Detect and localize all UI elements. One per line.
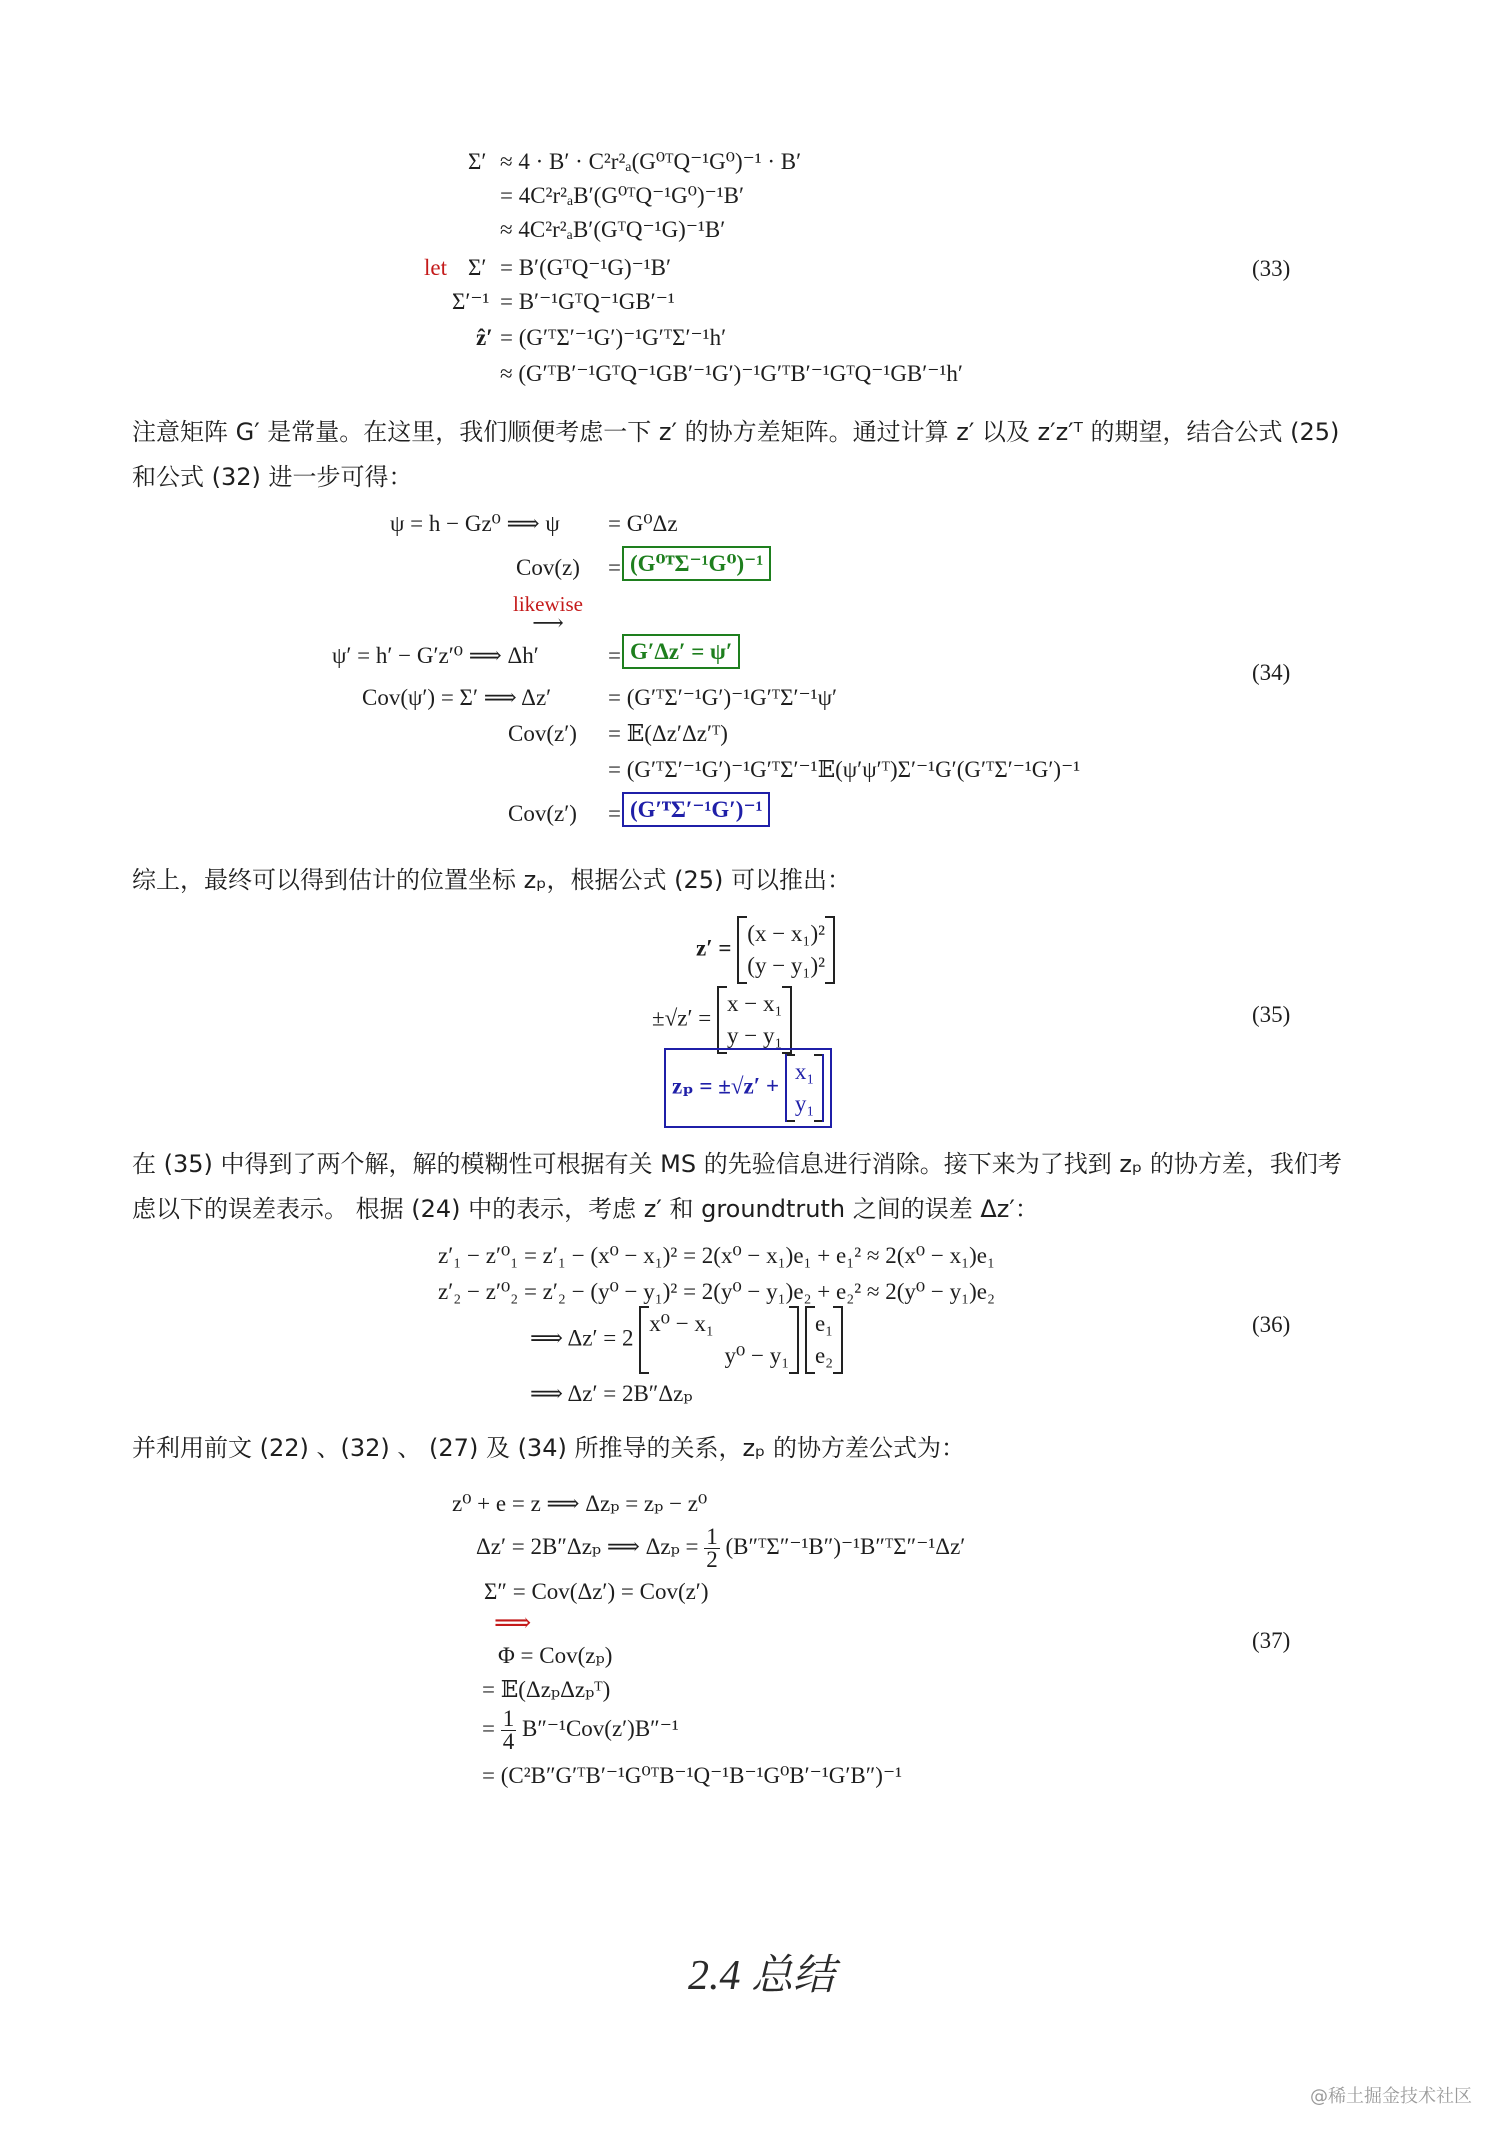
eq35-line1 [696, 916, 835, 984]
likewise-label: likewise [513, 592, 583, 616]
paragraph-line: 和公式 (32) 进一步可得： [132, 463, 413, 491]
eq33-line6-lhs: ẑ′ [476, 325, 493, 350]
let-keyword: let [424, 255, 447, 280]
equation-number-37: (37) [1252, 1628, 1291, 1653]
eq36-line2: z′₂ − z′⁰₂ = z′₂ − (y⁰ − y₁)² = 2(y⁰ − y₁)e₂ + e₂² ≈ 2(y⁰ − y₁)e₂ [438, 1279, 996, 1304]
eq37-line6: = $\frac{1}{4}$ B″⁻¹Cov(z′)B″⁻¹ [482, 1706, 679, 1754]
paragraph-line: 在 (35) 中得到了两个解，解的模糊性可根据有关 MS 的先验信息进行消除。接下来为了找到 zₚ 的协方差，我们考 [132, 1150, 1342, 1178]
matrix: (x − x₁)² (y − y₁)² [737, 916, 835, 984]
equation-number-36: (36) [1252, 1312, 1291, 1337]
fraction-one-quarter: $\frac{1}{4}$ [502, 1706, 515, 1754]
diagonal-matrix: x⁰ − x₁ y⁰ − y₁ [639, 1306, 799, 1374]
paragraph-position-estimate [132, 858, 1392, 903]
eq37-line7: = (C²B″G′ᵀB′⁻¹G⁰ᵀB⁻¹Q⁻¹B⁻¹G⁰B′⁻¹G′B″)⁻¹ [482, 1763, 902, 1788]
eq37-line1: z⁰ + e = z ⟹ Δzₚ = zₚ − z⁰ [452, 1491, 708, 1516]
boxed-cov-z-prime: (G′ᵀΣ′⁻¹G′)⁻¹ [622, 792, 770, 827]
eq34-line4-rhs: = (G′ᵀΣ′⁻¹G′)⁻¹G′ᵀΣ′⁻¹ψ′ [608, 685, 838, 710]
error-vector: e₁ e₂ [805, 1306, 843, 1374]
likewise-arrow [506, 592, 590, 636]
eq34-line7-lhs: Cov(z′) [508, 801, 577, 826]
eq35-line2 [652, 986, 792, 1054]
eq34-line4-lhs: Cov(ψ′) = Σ′ ⟹ Δz′ [362, 685, 552, 710]
eq33-line5-rhs: = B′⁻¹GᵀQ⁻¹GB′⁻¹ [500, 289, 675, 314]
eq34-line1-rhs: = G⁰Δz [608, 511, 678, 536]
eq34-line5-lhs: Cov(z′) [508, 721, 577, 746]
long-arrow-icon: ⟶ [532, 611, 564, 636]
eq34-line2-lhs: Cov(z) [516, 555, 580, 580]
paragraph-line: 并利用前文 (22) 、(32) 、 (27) 及 (34) 所推导的关系，zₚ 的协方差公式为： [132, 1434, 965, 1462]
eq37-line4: Φ = Cov(zₚ) [498, 1643, 613, 1668]
matrix: x₁ y₁ [785, 1054, 825, 1122]
eq36-line4: ⟹ Δz′ = 2B″Δzₚ [530, 1381, 693, 1406]
boxed-cov-z: (G⁰ᵀΣ⁻¹G⁰)⁻¹ [622, 546, 771, 581]
eq37-line5: = 𝔼(ΔzₚΔzₚᵀ) [482, 1677, 611, 1702]
eq35-line3-lhs: zₚ = ±√z′ + [672, 1073, 780, 1099]
eq33-line7-rhs: ≈ (G′ᵀB′⁻¹GᵀQ⁻¹GB′⁻¹G′)⁻¹G′ᵀB′⁻¹GᵀQ⁻¹GB′⁻¹h′ [500, 361, 963, 386]
eq33-line4-rhs: = B′(GᵀQ⁻¹G)⁻¹B′ [500, 255, 672, 280]
eq35-line2-lhs: ±√z′ = [652, 1005, 712, 1031]
eq36-line3 [530, 1306, 843, 1374]
boxed-zp-solution [664, 1048, 832, 1128]
fraction-one-half: $\frac{1}{2}$ [706, 1524, 718, 1572]
implies-arrow-icon: ⟹ [494, 1608, 532, 1637]
eq34-line3-eq: = [608, 643, 621, 668]
eq34-line5-rhs: = 𝔼(Δz′Δz′ᵀ) [608, 721, 728, 746]
eq33-line6-rhs: = (G′ᵀΣ′⁻¹G′)⁻¹G′ᵀΣ′⁻¹h′ [500, 325, 727, 350]
section-heading: 2.4 总结 [688, 1953, 836, 1999]
eq35-line1-lhs: z′ = [696, 935, 732, 961]
paragraph-line: 注意矩阵 G′ 是常量。在这里，我们顺便考虑一下 z′ 的协方差矩阵。通过计算 z′ 以及 z′z′ᵀ 的期望，结合公式 (25) [132, 418, 1340, 446]
matrix: x − x₁ y − y₁ [717, 986, 793, 1054]
equation-number-33: (33) [1252, 256, 1291, 281]
eq36-line3-lhs: ⟹ Δz′ = 2 [530, 1325, 634, 1351]
eq33-line4-lhs: Σ′ [468, 255, 487, 280]
paragraph-covariance-intro [132, 410, 1392, 500]
paragraph-ambiguity [132, 1142, 1392, 1232]
eq34-line1-lhs: ψ = h − Gz⁰ ⟹ ψ [390, 511, 560, 536]
eq36-line1: z′₁ − z′⁰₁ = z′₁ − (x⁰ − x₁)² = 2(x⁰ − x₁)e₁ + e₁² ≈ 2(x⁰ − x₁)e₁ [438, 1243, 996, 1268]
eq33-line1-rhs: ≈ 4 · B′ · C²r²ₐ(G⁰ᵀQ⁻¹G⁰)⁻¹ · B′ [500, 149, 802, 174]
eq34-line6-rhs: = (G′ᵀΣ′⁻¹G′)⁻¹G′ᵀΣ′⁻¹𝔼(ψ′ψ′ᵀ)Σ′⁻¹G′(G′ᵀΣ′⁻¹G′)⁻¹ [608, 757, 1081, 782]
eq33-line3-rhs: ≈ 4C²r²ₐB′(GᵀQ⁻¹G)⁻¹B′ [500, 217, 726, 242]
paragraph-line: 虑以下的误差表示。 根据 (24) 中的表示，考虑 z′ 和 groundtruth 之间的误差 Δz′： [132, 1195, 1039, 1223]
paragraph-covariance-formula [132, 1426, 1392, 1471]
watermark: @稀土掘金技术社区 [1310, 2086, 1472, 2107]
boxed-g-delta-z: G′Δz′ = ψ′ [622, 634, 740, 669]
equation-number-34: (34) [1252, 660, 1291, 685]
eq34-line2-eq: = [608, 555, 621, 580]
eq33-line2-rhs: = 4C²r²ₐB′(G⁰ᵀQ⁻¹G⁰)⁻¹B′ [500, 183, 745, 208]
eq33-line1-lhs: Σ′ [468, 149, 487, 174]
eq33-line5-lhs: Σ′⁻¹ [452, 289, 490, 314]
eq34-line7-eq: = [608, 801, 621, 826]
eq37-line2: Δz′ = 2B″Δzₚ ⟹ Δzₚ = $\frac{1}{2}$ (B″ᵀΣ″⁻¹B″)⁻¹B″ᵀΣ″⁻¹Δz′ [476, 1524, 966, 1572]
eq34-line3-lhs: ψ′ = h′ − G′z′⁰ ⟹ Δh′ [332, 643, 539, 668]
equation-number-35: (35) [1252, 1002, 1291, 1027]
eq37-line3: Σ″ = Cov(Δz′) = Cov(z′) [484, 1579, 709, 1604]
paragraph-line: 综上，最终可以得到估计的位置坐标 zₚ，根据公式 (25) 可以推出： [132, 866, 852, 894]
